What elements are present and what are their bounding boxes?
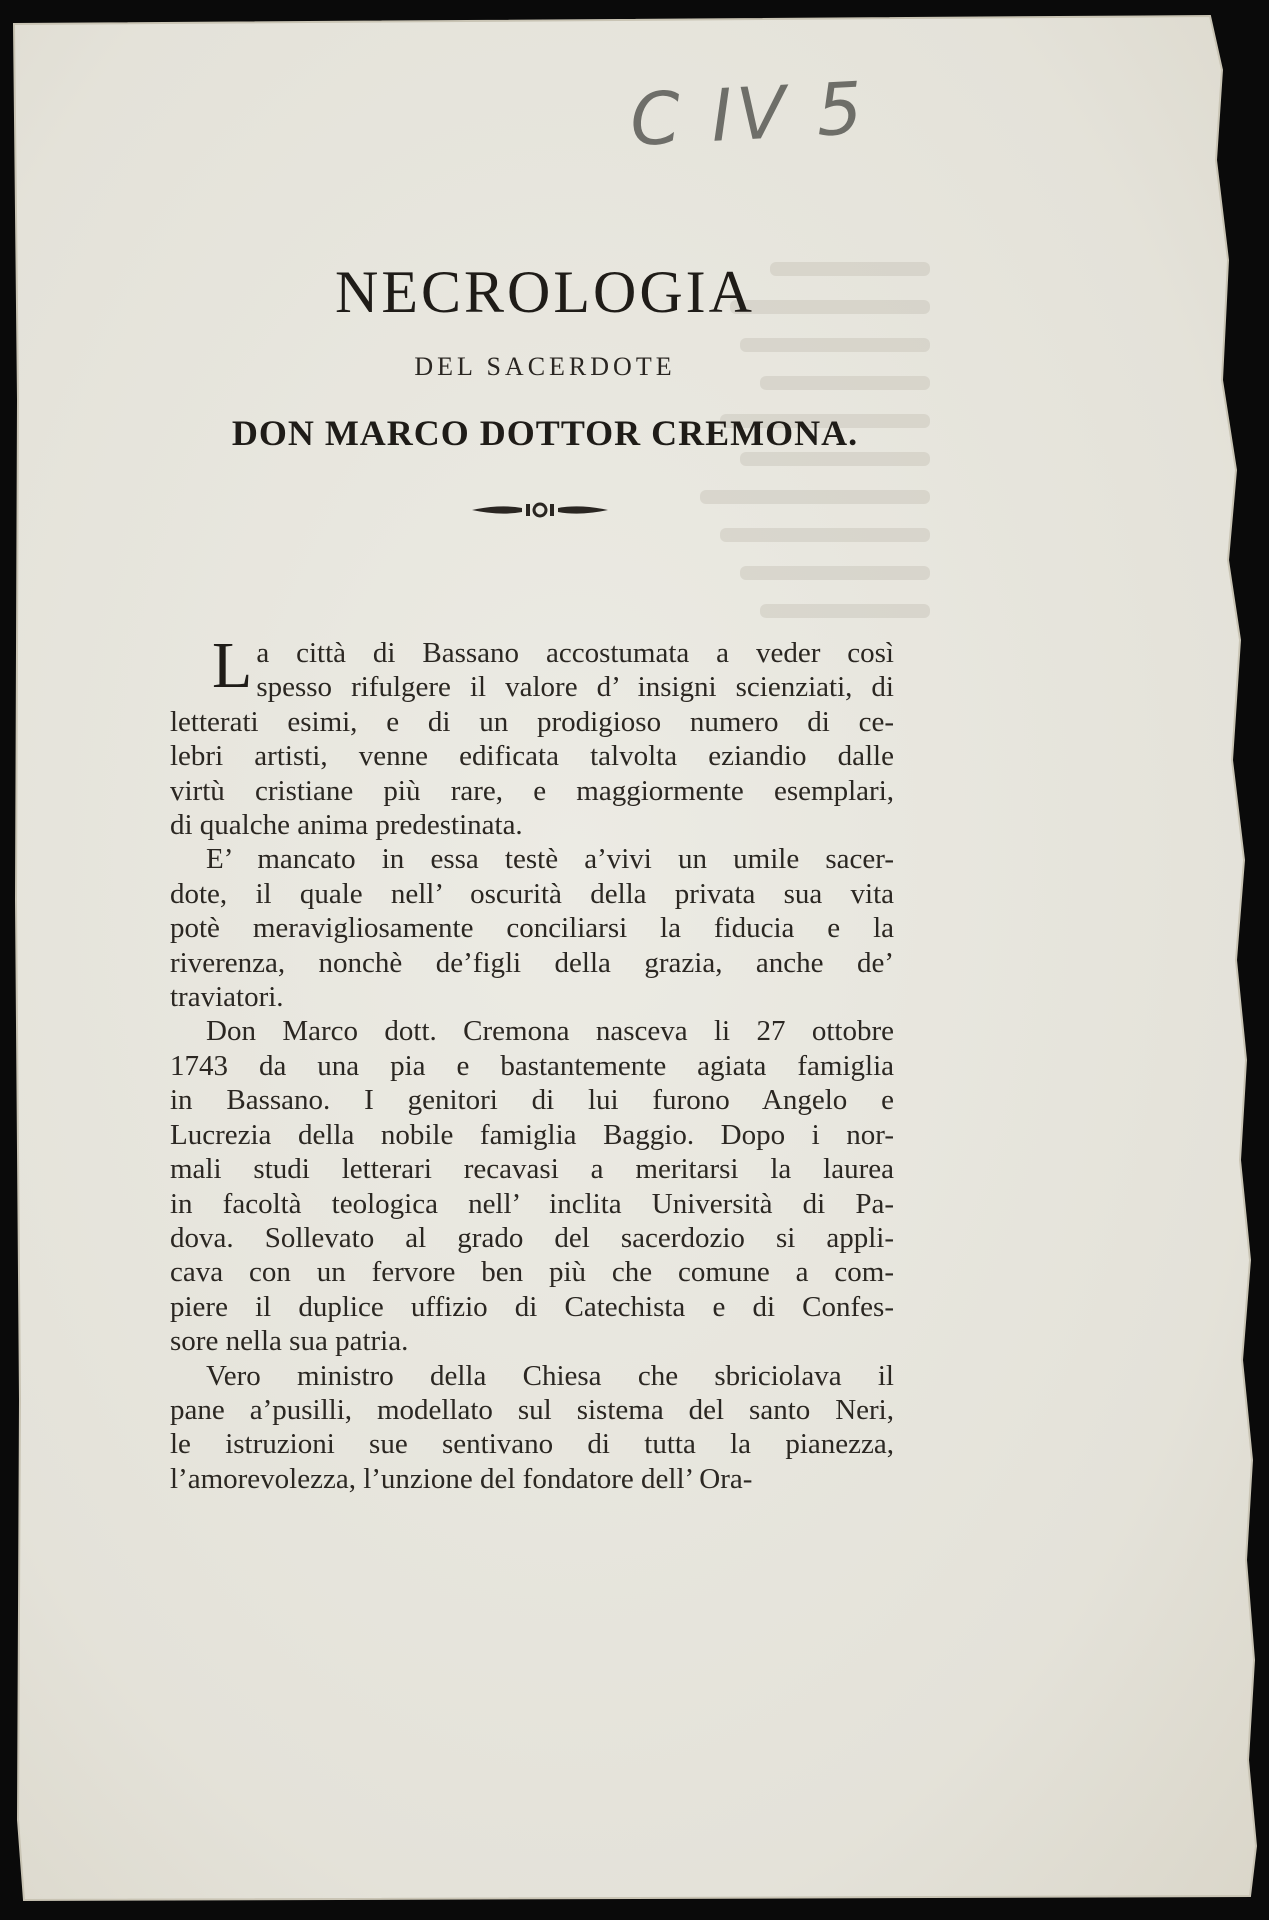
text-line: Vero ministro della Chiesa che sbriciolava il — [206, 1359, 894, 1392]
priest-name: DON MARCO DOTTOR CREMONA. — [231, 413, 859, 453]
text-line: in Bassano. I genitori di lui furono Angelo e — [170, 1084, 894, 1117]
text-line: sore nella sua patria. — [170, 1325, 409, 1358]
text-line: Don Marco dott. Cremona nasceva li 27 ottobre — [206, 1015, 894, 1048]
text-line: potè meravigliosamente conciliarsi la fiducia e la — [170, 912, 894, 945]
drop-cap: L — [212, 629, 253, 702]
text-line: E’ mancato in essa testè a’vivi un umile sacer- — [206, 843, 894, 876]
text-line: dote, il quale nell’ oscurità della privata sua vita — [170, 877, 894, 910]
text-line: dova. Sollevato al grado del sacerdozio si appli- — [170, 1221, 894, 1254]
text-line: in facoltà teologica nell’ inclita Università di Pa- — [170, 1187, 894, 1220]
paragraph — [170, 1359, 894, 1497]
body-text — [170, 629, 894, 1496]
paragraph — [170, 1014, 894, 1358]
text-line: spesso rifulgere il valore d’ insigni scienziati, di — [256, 671, 894, 704]
text-line: virtù cristiane più rare, e maggiormente esemplari, — [170, 774, 894, 807]
text-line: di qualche anima predestinata. — [170, 809, 523, 842]
text-line: riverenza, nonchè de’figli della grazia, anche de’ — [170, 946, 894, 979]
handwritten-shelfmark: C IV 5 — [627, 65, 869, 163]
ornament-rule-icon — [470, 498, 610, 522]
text-line: traviatori. — [170, 981, 284, 1014]
text-line: le istruzioni sue sentivano di tutta la pianezza, — [170, 1428, 894, 1461]
text-line: Lucrezia della nobile famiglia Baggio. Dopo i nor- — [170, 1118, 894, 1151]
paragraph — [170, 842, 894, 1014]
page-title: NECROLOGIA — [335, 259, 755, 325]
text-line: pane a’pusilli, modellato sul sistema del santo Neri, — [170, 1393, 894, 1426]
text-line: mali studi letterari recavasi a meritarsi la laurea — [170, 1153, 894, 1186]
text-line: a città di Bassano accostumata a veder così — [256, 637, 894, 669]
text-line: 1743 da una pia e bastantemente agiata famiglia — [170, 1049, 894, 1082]
text-line: cava con un fervore ben più che comune a com- — [170, 1256, 894, 1289]
text-line: piere il duplice uffizio di Catechista e di Confes- — [170, 1290, 894, 1323]
text-line: letterati esimi, e di un prodigioso numero di ce- — [170, 705, 894, 738]
text-line: l’amorevolezza, l’unzione del fondatore dell’ Ora- — [170, 1462, 753, 1495]
text-line: lebri artisti, venne edificata talvolta eziandio dalle — [170, 740, 894, 773]
paragraph — [170, 629, 894, 842]
subtitle: DEL SACERDOTE — [414, 352, 676, 381]
